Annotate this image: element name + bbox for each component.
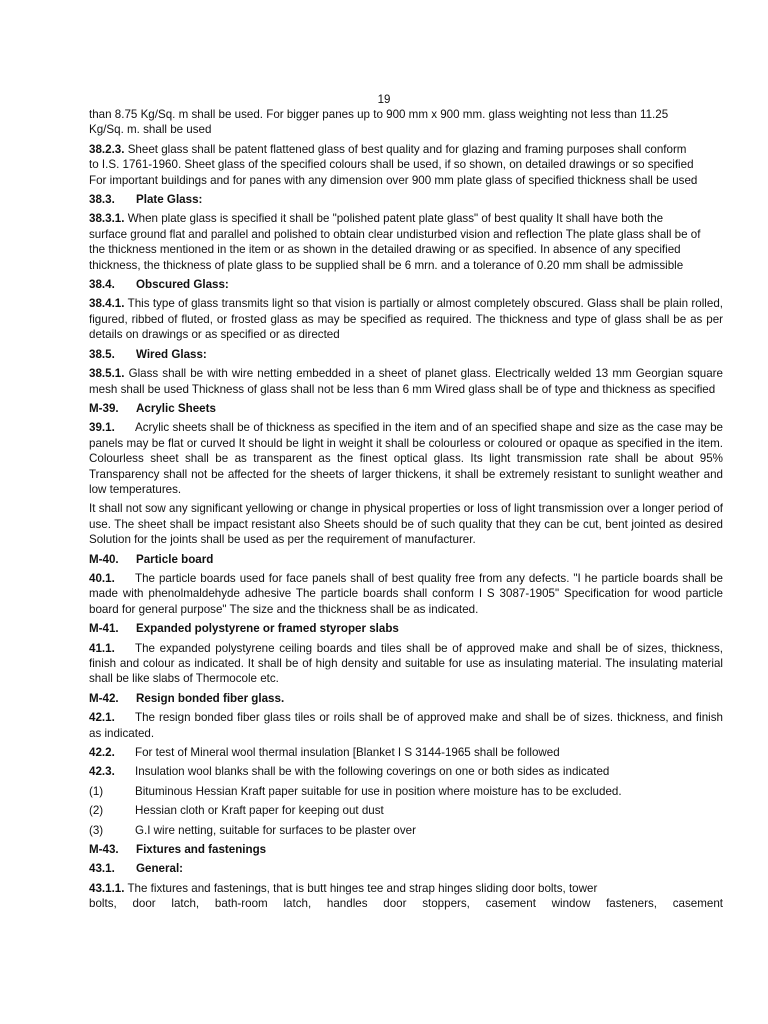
- heading-number: 38.4.: [89, 278, 115, 292]
- text-line: For important buildings and for panes with any dimension over 900 mm plate glass of specified thickness shall be used: [89, 173, 698, 187]
- clause-number: 42.3.: [89, 765, 115, 779]
- heading-number: M-43.: [89, 843, 119, 857]
- clause-38-5-1: [89, 366, 723, 397]
- clause-number: 40.1.: [89, 571, 115, 585]
- clause-40-1: [89, 571, 723, 617]
- clause-number: 38.5.1.: [89, 367, 125, 381]
- heading-title: Expanded polystyrene or framed styroper slabs: [136, 622, 399, 636]
- clause-41-1: [89, 641, 723, 687]
- clause-text: The particle boards used for face panels shall of best quality free from any defects. "I he particle boards shall be made with phenolmaldehyde adhesive The particle boards shall conform I S 3087-1905" Specification for wood particle board for general purpose" The size and the thickness shall be as indicated.: [89, 571, 723, 616]
- list-number: (2): [89, 804, 104, 818]
- text-line: the thickness mentioned in the item or as shown in the detailed drawing or as specified. In absence of any specified: [89, 243, 681, 257]
- heading-title: General:: [136, 862, 184, 876]
- clause-text: Insulation wool blanks shall be with the following coverings on one or both sides as indicated: [135, 765, 610, 779]
- heading-m40: [89, 552, 723, 567]
- heading-title: Obscured Glass:: [136, 278, 229, 292]
- clause-number: 42.2.: [89, 746, 115, 760]
- list-text: Hessian cloth or Kraft paper for keeping out dust: [135, 804, 384, 818]
- heading-title: Plate Glass:: [136, 193, 203, 207]
- clause-number: 41.1.: [89, 641, 115, 655]
- text-line: to I.S. 1761-1960. Sheet glass of the specified colours shall be used, if so shown, on detailed drawings or so specified: [89, 158, 694, 172]
- clause-39-1: [89, 420, 723, 497]
- heading-number: M-41.: [89, 622, 119, 636]
- heading-m41: [89, 621, 723, 636]
- heading-number: M-40.: [89, 552, 119, 566]
- clause-number: 38.3.1.: [89, 212, 125, 226]
- list-item: [89, 803, 723, 818]
- heading-number: 38.5.: [89, 347, 115, 361]
- page-number: 19: [377, 94, 391, 106]
- clause-42-1: [89, 710, 723, 741]
- clause-number: 38.2.3.: [89, 142, 125, 156]
- clause-42-3: [89, 764, 723, 779]
- clause-text: This type of glass transmits light so that vision is partially or almost completely obscured. Glass shall be plain rolled, figured, ribbed of fluted, or frosted glass as may be specified as required. The thickness and type of glass shall be as per details on drawings or as specified or as directed: [89, 297, 723, 342]
- clause-number: 38.4.1.: [89, 297, 125, 311]
- page-body: [89, 107, 723, 912]
- list-item: [89, 823, 723, 838]
- clause-text: The resign bonded fiber glass tiles or roils shall be of approved make and shall be of sizes. thickness, and finish as indicated.: [89, 711, 723, 740]
- heading-m39: [89, 401, 723, 416]
- text-line: bolts, door latch, bath-room latch, handles door stoppers, casement window fasteners, casement: [89, 897, 723, 911]
- text-line: Kg/Sq. m. shall be used: [89, 123, 212, 137]
- list-text: G.I wire netting, suitable for surfaces to be plaster over: [135, 823, 416, 837]
- heading-title: Acrylic Sheets: [136, 401, 216, 415]
- heading-m42: [89, 691, 723, 706]
- heading-title: Fixtures and fastenings: [136, 843, 267, 857]
- paragraph-39-continued: It shall not sow any significant yellowing or change in physical properties or loss of light transmission over a longer period of use. The sheet shall be impact resistant also Sheets should be of such quality that they can be cut, bent jointed as desired Solution for the joints shall be used as per the requirement of manufacturer.: [89, 502, 723, 547]
- heading-title: Particle board: [136, 552, 214, 566]
- heading-number: M-39.: [89, 401, 119, 415]
- intro-paragraph: [89, 107, 723, 138]
- clause-38-4-1: [89, 296, 723, 342]
- text-line: When plate glass is specified it shall be "polished patent plate glass" of best quality It shall have both the: [124, 212, 664, 226]
- heading-38-5: [89, 347, 723, 362]
- clause-42-2: [89, 745, 723, 760]
- text-line: thickness, the thickness of plate glass to be supplied shall be 6 mrn. and a tolerance of 0.20 mm shall be admissible: [89, 258, 684, 272]
- heading-43-1: [89, 861, 723, 876]
- heading-38-4: [89, 277, 723, 292]
- clause-38-3-1: [89, 211, 723, 273]
- heading-title: Wired Glass:: [136, 347, 207, 361]
- text-line: Sheet glass shall be patent flattened glass of best quality and for glazing and framing purposes shall conform: [124, 142, 687, 156]
- clause-38-2-3: [89, 142, 723, 188]
- clause-43-1-1: [89, 881, 723, 912]
- heading-m43: [89, 842, 723, 857]
- heading-title: Resign bonded fiber glass.: [136, 691, 285, 705]
- heading-38-3: [89, 192, 723, 207]
- text-line: surface ground flat and parallel and polished to obtain clear undisturbed vision and reflection The plate glass shall be of: [89, 227, 701, 241]
- list-text: Bituminous Hessian Kraft paper suitable for use in position where moisture has to be excluded.: [135, 784, 622, 798]
- clause-number: 43.1.1.: [89, 881, 125, 895]
- clause-text: Glass shall be with wire netting embedded in a sheet of planet glass. Electrically welded 13 mm Georgian square mesh shall be used Thickness of glass shall not be less than 6 mm Wired glass shall be of type and thickness as specified: [89, 367, 723, 396]
- list-number: (1): [89, 784, 104, 798]
- clause-number: 42.1.: [89, 711, 115, 725]
- heading-number: 43.1.: [89, 862, 115, 876]
- heading-number: 38.3.: [89, 193, 115, 207]
- clause-number: 39.1.: [89, 421, 115, 435]
- text-line: than 8.75 Kg/Sq. m shall be used. For bigger panes up to 900 mm x 900 mm. glass weighting not less than 11.25: [89, 108, 669, 121]
- text-line: The fixtures and fastenings, that is butt hinges tee and strap hinges sliding door bolts, tower: [124, 881, 598, 895]
- clause-text: Acrylic sheets shall be of thickness as specified in the item and of an specified shape and size as the case may be panels may be flat or curved It should be light in weight it shall be colourless or coloured or opaque as specified in the item. Colourless sheet shall be as transparent as the finest optical glass. Its light transmission rate shall be about 95% Transparency shall not be affected for the sheets of larger thickens, it shall be extremely resistant to sunlight weather and low temperatures.: [89, 421, 723, 496]
- clause-text: For test of Mineral wool thermal insulation [Blanket I S 3144-1965 shall be followed: [135, 746, 560, 760]
- heading-number: M-42.: [89, 691, 119, 705]
- clause-text: The expanded polystyrene ceiling boards and tiles shall be of approved make and shall be of sizes, thickness, finish and colour as indicated. It shall be of high density and suitable for use as insulating material. The insulating material shall be like slabs of Thermocole etc.: [89, 641, 723, 686]
- list-number: (3): [89, 823, 104, 837]
- list-item: [89, 784, 723, 799]
